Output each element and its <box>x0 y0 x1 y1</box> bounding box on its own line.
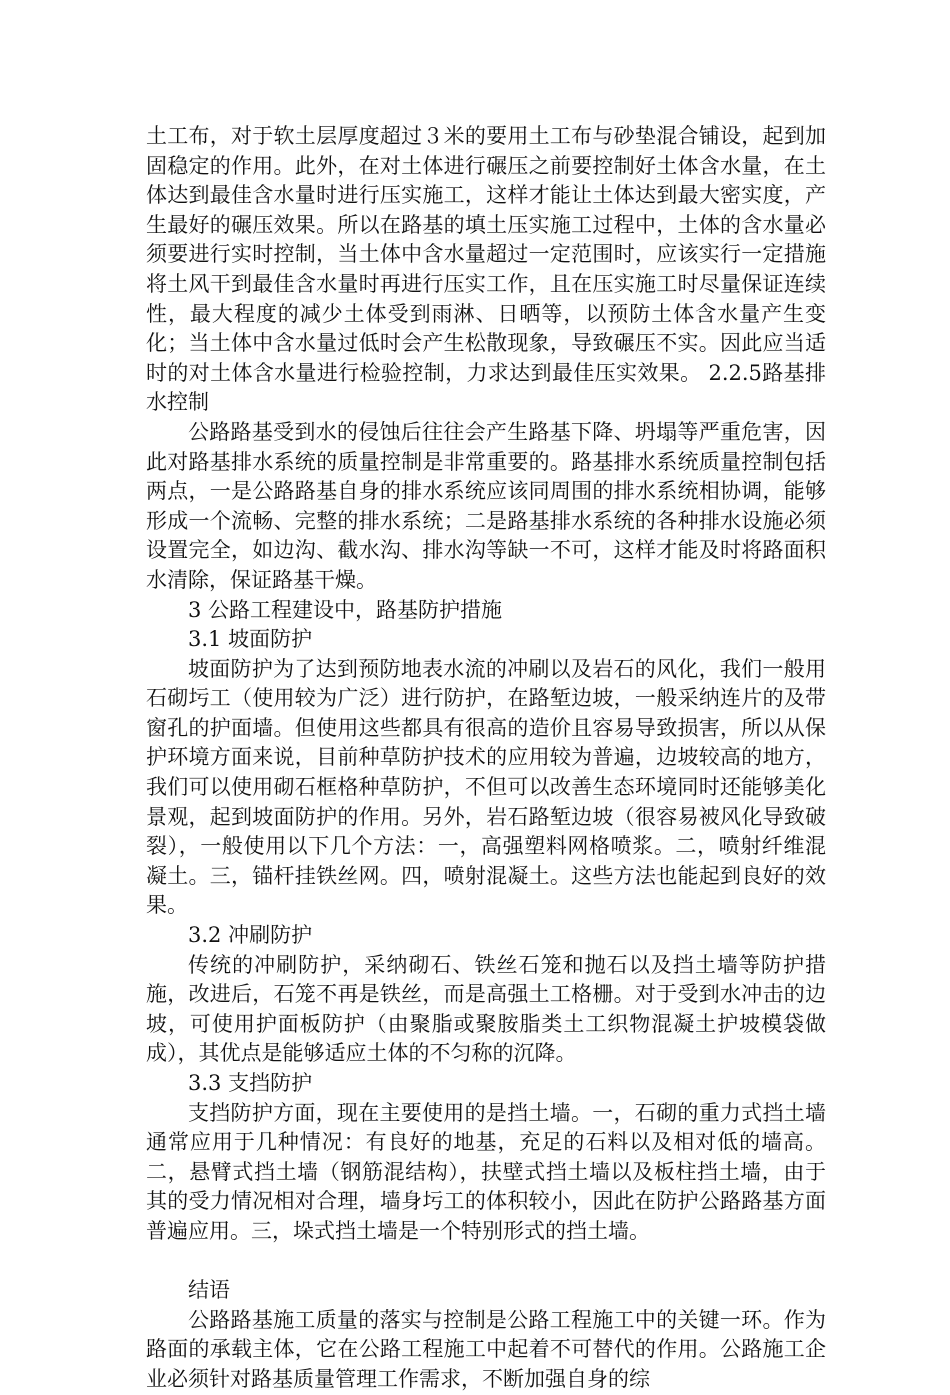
subheading-3-3: 3.3 支挡防护 <box>188 1071 313 1095</box>
paragraph-compaction: 土工布，对于软土层厚度超过３米的要用土工布与砂垫混合铺设，起到加固稳定的作用。此外，在对土体进行碾压之前要控制好土体含水量，在土体达到最佳含水量时进行压实施工，这样才能让土体达到最大密实度，产生最好的碾压效果。所以在路基的填土压实施工过程中，土体的含水量必须要进行实时控制，当土体中含水量超过一定范围时，应该实行一定措施将土风干到最佳含水量时再进行压实工作，且在压实施工时尽量保证连续性，最大程度的减少土体受到雨淋、日晒等，以预防土体含水量产生变化；当土体中含水量过低时会产生松散现象，导致碾压不实。因此应当适时的对土体含水量进行检验控制，力求达到最佳压实效果。 2.2.5路基排水控制 <box>146 124 826 415</box>
subheading-3-1: 3.1 坡面防护 <box>188 627 313 652</box>
document-page <box>146 122 826 1395</box>
paragraph-slope-protection: 坡面防护为了达到预防地表水流的冲刷以及岩石的风化，我们一般用石砌圬工（使用较为广泛）进行防护，在路堑边坡，一般采纳连片的及带窗孔的护面墙。但使用这些都具有很高的造价且容易导致损害，所以从保护环境方面来说，目前种草防护技术的应用较为普遍，边坡较高的地方，我们可以使用砌石框格种草防护，不但可以改善生态环境同时还能够美化景观，起到坡面防护的作用。另外，岩石路堑边坡（很容易被风化导致破裂），一般使用以下几个方法：一，高强塑料网格喷浆。二，喷射纤维混凝土。三，锚杆挂铁丝网。四，喷射混凝土。这些方法也能起到良好的效果。 <box>146 656 826 918</box>
paragraph-retaining-protection: 支挡防护方面，现在主要使用的是挡土墙。一，石砌的重力式挡土墙通常应用于几种情况：有良好的地基，充足的石料以及相对低的墙高。二，悬臂式挡土墙（钢筋混结构），扶壁式挡土墙以及板柱挡土墙，由于其的受力情况相对合理，墙身圬工的体积较小，因此在防护公路路基方面普遍应用。三，垛式挡土墙是一个特别形式的挡土墙。 <box>146 1100 826 1243</box>
section-heading-3: 3 公路工程建设中，路基防护措施 <box>188 597 503 622</box>
blank-line <box>146 1247 826 1277</box>
conclusion-heading: 结语 <box>188 1278 230 1303</box>
paragraph-drainage: 公路路基受到水的侵蚀后往往会产生路基下降、坍塌等严重危害，因此对路基排水系统的质量控制是非常重要的。路基排水系统质量控制包括两点，一是公路路基自身的排水系统应该同周围的排水系统相协调，能够形成一个流畅、完整的排水系统；二是路基排水系统的各种排水设施必须设置完全，如边沟、截水沟、排水沟等缺一不可，这样才能及时将路面积水清除，保证路基干燥。 <box>146 419 826 592</box>
paragraph-conclusion: 公路路基施工质量的落实与控制是公路工程施工中的关键一环。作为路面的承载主体，它在公路工程施工中起着不可替代的作用。公路施工企业必须针对路基质量管理工作需求，不断加强自身的综 <box>146 1307 826 1391</box>
subheading-3-2: 3.2 冲刷防护 <box>188 923 313 948</box>
paragraph-scour-protection: 传统的冲刷防护，采纳砌石、铁丝石笼和抛石以及挡土墙等防护措施，改进后，石笼不再是铁丝，而是高强土工格栅。对于受到水冲击的边坡，可使用护面板防护（由聚脂或聚胺脂类土工织物混凝土护坡模袋做成），其优点是能够适应土体的不匀称的沉降。 <box>146 952 826 1066</box>
